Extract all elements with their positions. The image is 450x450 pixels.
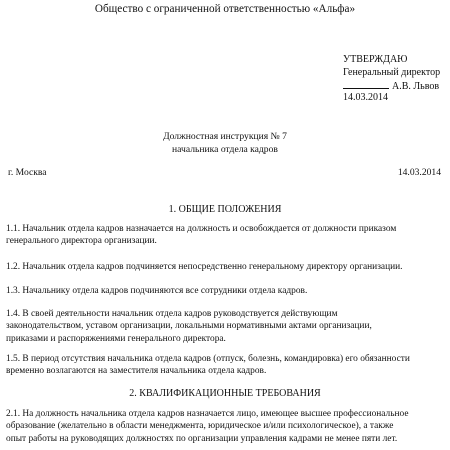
- paragraph-line: 1.1. Начальник отдела кадров назначается на должность и освобождается от должности приказом: [6, 224, 397, 234]
- paragraph-line: временно возлагаются на заместителя начальника отдела кадров.: [6, 366, 267, 377]
- paragraph-1-4: [6, 308, 444, 345]
- signature-line: [343, 80, 389, 89]
- approval-label: УТВЕРЖДАЮ: [343, 54, 408, 65]
- approval-position: Генеральный директор: [343, 67, 441, 78]
- paragraph-line: 1.5. В период отсутствия начальника отдела кадров (отпуск, болезнь, командировка) его обязанности: [6, 354, 410, 364]
- paragraph-line: 2.1. На должность начальника отдела кадров назначается лицо, имеющее высшее профессиональное: [6, 409, 409, 419]
- paragraph-line: 1.4. В своей деятельности начальник отдела кадров руководствуется действующим: [6, 309, 338, 319]
- paragraph-line: генерального директора организации.: [6, 236, 157, 247]
- paragraph-line: 1.3. Начальнику отдела кадров подчиняются все сотрудники отдела кадров.: [6, 286, 308, 296]
- approval-signatory: А.В. Львов: [392, 81, 440, 92]
- paragraph-2-1: [6, 408, 444, 445]
- document-place: г. Москва: [8, 167, 47, 178]
- paragraph-1-1: [6, 223, 444, 248]
- paragraph-line: законодательством, уставом организации, локальными нормативными актами организации,: [6, 321, 372, 332]
- document-date: 14.03.2014: [397, 167, 441, 178]
- paragraph-1-2: [6, 261, 444, 273]
- document-subtitle: начальника отдела кадров: [172, 144, 278, 155]
- paragraph-line: опыт работы на руководящих должностях по организации управления кадрами не менее пяти лет.: [6, 433, 398, 444]
- section-heading-general: 1. ОБЩИЕ ПОЛОЖЕНИЯ: [168, 204, 282, 215]
- document-title: Должностная инструкция № 7: [163, 131, 287, 142]
- section-heading-qualification: 2. КВАЛИФИКАЦИОННЫЕ ТРЕБОВАНИЯ: [129, 388, 321, 399]
- approval-date: 14.03.2014: [343, 92, 388, 103]
- paragraph-1-3: [6, 285, 444, 297]
- paragraph-line: образование (желательно в области менеджмента, юридическое и/или психологическое), а также: [6, 421, 394, 432]
- paragraph-line: 1.2. Начальник отдела кадров подчиняется непосредственно генеральному директору организации.: [6, 262, 403, 272]
- paragraph-1-5: [6, 353, 444, 378]
- paragraph-line: приказами и распоряжениями генерального директора.: [6, 333, 226, 344]
- organization-name: Общество с ограниченной ответственностью «Альфа»: [94, 3, 356, 15]
- approval-signature: [343, 80, 439, 92]
